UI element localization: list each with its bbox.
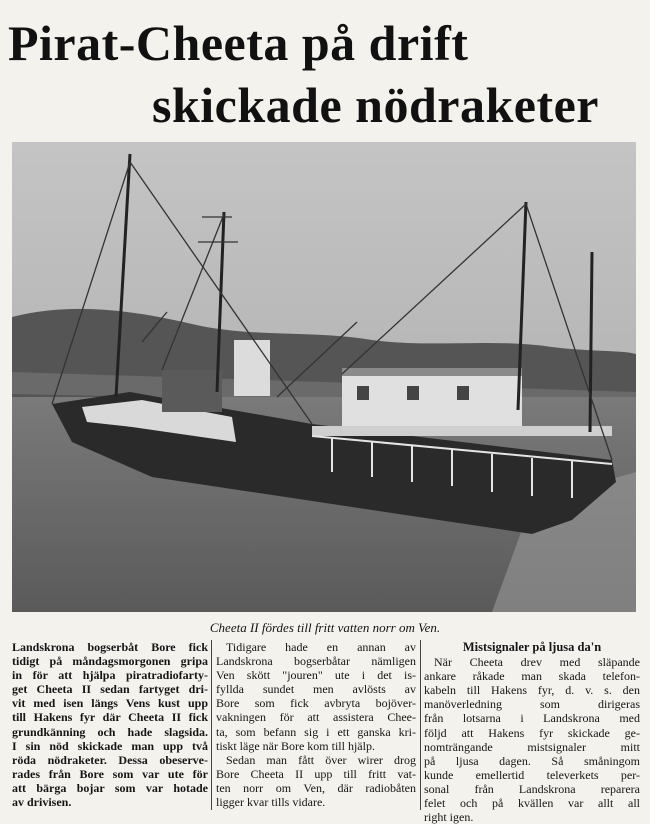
column-2-line: Ven skött "jouren" ute i det is- — [216, 668, 416, 683]
column-3-line: manöverledning som dirigeras — [424, 697, 640, 712]
column-2-line: Tidigare hade en annan av — [226, 640, 416, 654]
column-3-line: kunde emellertid televerkets per- — [424, 767, 640, 782]
column-2-line: ta, som befann sig i ett ganska kri- — [216, 724, 416, 739]
column-1-line: tidigt på måndagsmorgonen gripa — [12, 654, 208, 669]
column-1-line: av drivisen. — [12, 795, 72, 810]
column-2-line: Bore som fick avbryta bojöver- — [216, 696, 416, 711]
column-2-line: ten norr om Ven, där radiobåten — [216, 780, 416, 795]
column-3-line: right igen. — [424, 810, 474, 824]
column-3-line: sonal från Landskrona reparera — [424, 781, 640, 796]
column-3-line: från lotsarna i Landskrona med — [424, 711, 640, 726]
column-rule — [211, 640, 212, 810]
column-2-line: Bore Cheeta II upp till fritt vat- — [216, 766, 416, 781]
column-2-line: fyllda sundet men avlösts av — [216, 682, 416, 697]
photo-caption: Cheeta II fördes till fritt vatten norr om Ven. — [209, 620, 441, 635]
column-1-line: till Hakens fyr där Cheeta II fick — [12, 710, 208, 725]
column-1-line: Landskrona bogserbåt Bore fick — [12, 640, 208, 654]
ship-photo-illustration — [12, 142, 636, 612]
headline-line-1: Pirat-Cheeta på drift — [8, 15, 469, 71]
article-column-1 — [12, 640, 208, 809]
column-2-line: vakningen för att assistera Chee- — [216, 710, 416, 725]
column-1-line: grundkänning och hade slagsida. — [12, 724, 208, 739]
column-3-line: på ljusa dagen. Så småningom — [424, 753, 640, 768]
column-3-line: kabeln till Hakens fyr, d. v. s. den — [424, 683, 640, 698]
column-1-line: get Cheeta II sedan fartyget dri- — [12, 682, 208, 697]
column-3-line: följd att Hakens fyr skickade ge- — [424, 725, 640, 740]
column-2-line: Sedan man fått över wirer drog — [226, 752, 416, 767]
column-1-line: in för att hjälpa piratradiofarty- — [12, 668, 208, 683]
column-3-line: När Cheeta drev med släpande — [434, 655, 640, 670]
column-3-line: felet och på kvällen var allt all — [424, 796, 640, 811]
column-1-line: I sin nöd skickade man upp två — [12, 738, 208, 753]
column-1-line: röda nödraketer. Dessa obeserve- — [12, 752, 208, 767]
column-3-line: nomträngande mistsignaler mitt — [424, 739, 640, 754]
column-rule — [420, 640, 421, 810]
column-1-line: att bärga bojar som var hotade — [12, 780, 208, 795]
column-2-line: Landskrona bogserbåtar nämligen — [216, 654, 416, 669]
ship-photo — [12, 142, 636, 612]
column-2-line: tiskt läge när Bore kom till hjälp. — [216, 738, 375, 753]
headline-line-2: skickade nödraketer — [152, 77, 599, 133]
article-column-3 — [424, 640, 640, 824]
article-column-2 — [216, 640, 416, 809]
column-3-line: ankare råkade man skada telefon- — [424, 669, 640, 684]
column-1-line: rades från Bore som var ute för — [12, 766, 208, 781]
column-1-line: vit med isen längs Vens kust upp — [12, 696, 208, 711]
column-3-subhead: Mistsignaler på ljusa da'n — [462, 640, 602, 654]
column-2-line: ligger kvar tills vidare. — [216, 795, 326, 810]
